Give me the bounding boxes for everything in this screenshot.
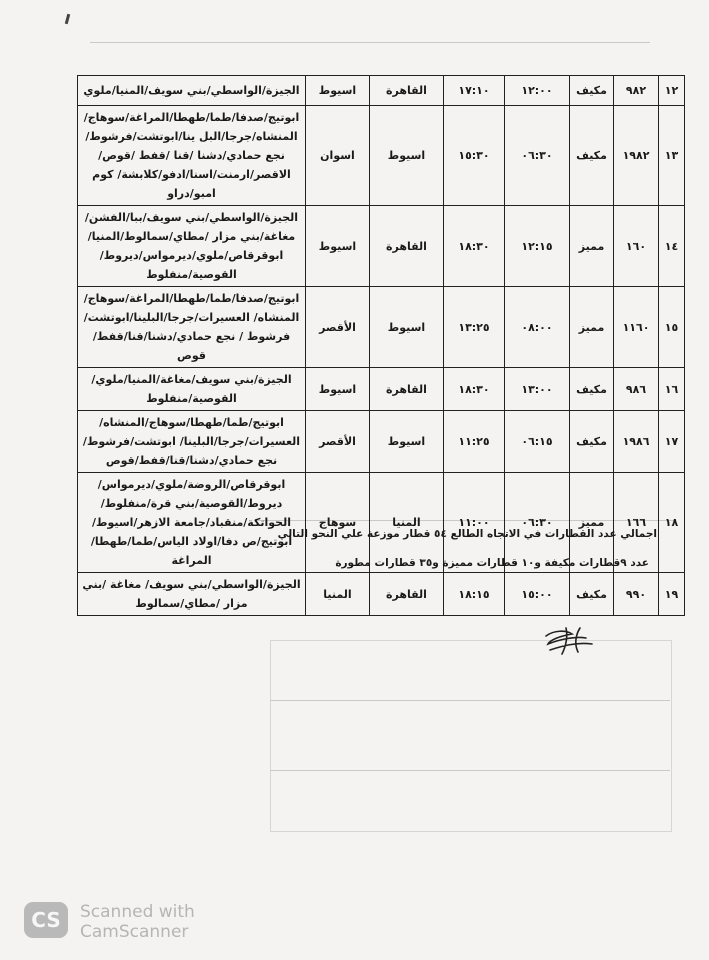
train-type: مكيف [570, 76, 614, 106]
bleed-through-table [270, 640, 672, 832]
to-station: اسيوط [306, 368, 370, 411]
train-type: مكيف [570, 106, 614, 206]
departure-time: ٠٦:٣٠ [505, 106, 570, 206]
row-number: ١٩ [659, 573, 685, 616]
train-number: ٩٨٦ [614, 368, 659, 411]
table-row [78, 106, 685, 206]
row-number: ١٤ [659, 206, 685, 287]
arrival-time: ١٨:٣٠ [444, 206, 505, 287]
summary-total: اجمالي عدد القطارات في الاتجاه الطالع ٥٤ قطار موزعة علي النحو التالي [277, 528, 657, 540]
from-station: القاهرة [370, 573, 444, 616]
to-station: اسوان [306, 106, 370, 206]
train-type: مكيف [570, 411, 614, 473]
departure-time: ١٢:١٥ [505, 206, 570, 287]
train-number: ١١٦٠ [614, 287, 659, 368]
arrival-time: ١٧:١٠ [444, 76, 505, 106]
watermark-line2: CamScanner [80, 922, 189, 942]
from-station: المنيا [370, 473, 444, 573]
train-type: مميز [570, 206, 614, 287]
bleed-through-line [270, 700, 670, 701]
bleed-through-line [90, 42, 650, 43]
stops-list: الجيزة/الواسطي/بني سويف/المنيا/ملوي [78, 76, 306, 106]
to-station: اسيوط [306, 76, 370, 106]
train-number: ١٩٨٢ [614, 106, 659, 206]
to-station: الأقصر [306, 411, 370, 473]
from-station: القاهرة [370, 368, 444, 411]
stops-list: الجيزة/الواسطي/بني سويف/ مغاغة /بني مزار /مطاي/سمالوط [78, 573, 306, 616]
from-station: اسيوط [370, 106, 444, 206]
row-number: ١٥ [659, 287, 685, 368]
table-row [78, 76, 685, 106]
row-number: ١٣ [659, 106, 685, 206]
train-number: ٩٨٢ [614, 76, 659, 106]
departure-time: ١٢:٠٠ [505, 76, 570, 106]
train-number: ١٩٨٦ [614, 411, 659, 473]
row-number: ١٧ [659, 411, 685, 473]
ink-mark [65, 14, 70, 24]
stops-list: الجيزة/الواسطي/بني سويف/ببا/الفشن/مغاغة/بني مزار /مطاي/سمالوط/المنيا/ابوقرقاص/ملوي/ديرمواس/ديروط/ القوصية/منفلوط [78, 206, 306, 287]
stops-list: الجيزة/بني سويف/مغاغة/المنيا/ملوي/القوصية/منفلوط [78, 368, 306, 411]
from-station: القاهرة [370, 76, 444, 106]
arrival-time: ١٨:٣٠ [444, 368, 505, 411]
table-row [78, 368, 685, 411]
row-number: ١٢ [659, 76, 685, 106]
train-number: ٩٩٠ [614, 573, 659, 616]
train-number: ١٦٠ [614, 206, 659, 287]
to-station: اسيوط [306, 206, 370, 287]
row-number: ١٨ [659, 473, 685, 573]
from-station: اسيوط [370, 287, 444, 368]
table-row [78, 206, 685, 287]
to-station: المنيا [306, 573, 370, 616]
stops-list: ابوتيج/صدفا/طما/طهطا/المراغة/سوهاج/المنشاه/جرجا/البل ينا/ابوتشت/فرشوط/ نجع حمادي/دشنا /قنا /قفط /قوص/الاقصر/ارمنت/اسنا/ادفو/كلابشة/ كوم امبو/دراو [78, 106, 306, 206]
arrival-time: ١١:٢٥ [444, 411, 505, 473]
signature [540, 622, 600, 660]
arrival-time: ١٥:٣٠ [444, 106, 505, 206]
from-station: القاهرة [370, 206, 444, 287]
train-type: مميز [570, 473, 614, 573]
stops-list: ابوتيج/صدفا/طما/طهطا/المراغة/سوهاج/المنشاه/ العسيرات/جرجا/البلينا/ابوتشت/فرشوط / نجع حمادي/دشنا/قنا/قفط/قوص [78, 287, 306, 368]
to-station: الأقصر [306, 287, 370, 368]
camscanner-logo-icon: CS [24, 902, 68, 938]
table-row [78, 573, 685, 616]
arrival-time: ١١:٠٠ [444, 473, 505, 573]
stops-list: ابوقرقاص/الروضة/ملوي/ديرمواس/ديروط/القوصية/بني قرة/منفلوط/الحواتكة/منقباد/جامعة الازهر/اسيوط/ابوتيج/ص دفا/اولاد الياس/طما/طهطا/المراغة [78, 473, 306, 573]
train-type: مكيف [570, 573, 614, 616]
arrival-time: ١٨:١٥ [444, 573, 505, 616]
table-row [78, 411, 685, 473]
train-type: مميز [570, 287, 614, 368]
departure-time: ١٥:٠٠ [505, 573, 570, 616]
to-station: سوهاج [306, 473, 370, 573]
summary-breakdown: عدد ٩قطارات مكيفة و١٠ قطارات مميزة و٣٥ قطارات مطورة [335, 557, 649, 569]
train-type: مكيف [570, 368, 614, 411]
departure-time: ١٣:٠٠ [505, 368, 570, 411]
row-number: ١٦ [659, 368, 685, 411]
departure-time: ٠٨:٠٠ [505, 287, 570, 368]
departure-time: ٠٦:٣٠ [505, 473, 570, 573]
train-number: ١٦٦ [614, 473, 659, 573]
table-row [78, 287, 685, 368]
stops-list: ابوتيج/طما/طهطا/سوهاج/المنشاه/العسيرات/جرجا/البلينا/ ابوتشت/فرشوط/نجع حمادي/دشنا/قنا/قفط/قوص [78, 411, 306, 473]
from-station: اسيوط [370, 411, 444, 473]
bleed-through-line [270, 770, 670, 771]
watermark-line1: Scanned with [80, 902, 195, 922]
departure-time: ٠٦:١٥ [505, 411, 570, 473]
arrival-time: ١٣:٢٥ [444, 287, 505, 368]
